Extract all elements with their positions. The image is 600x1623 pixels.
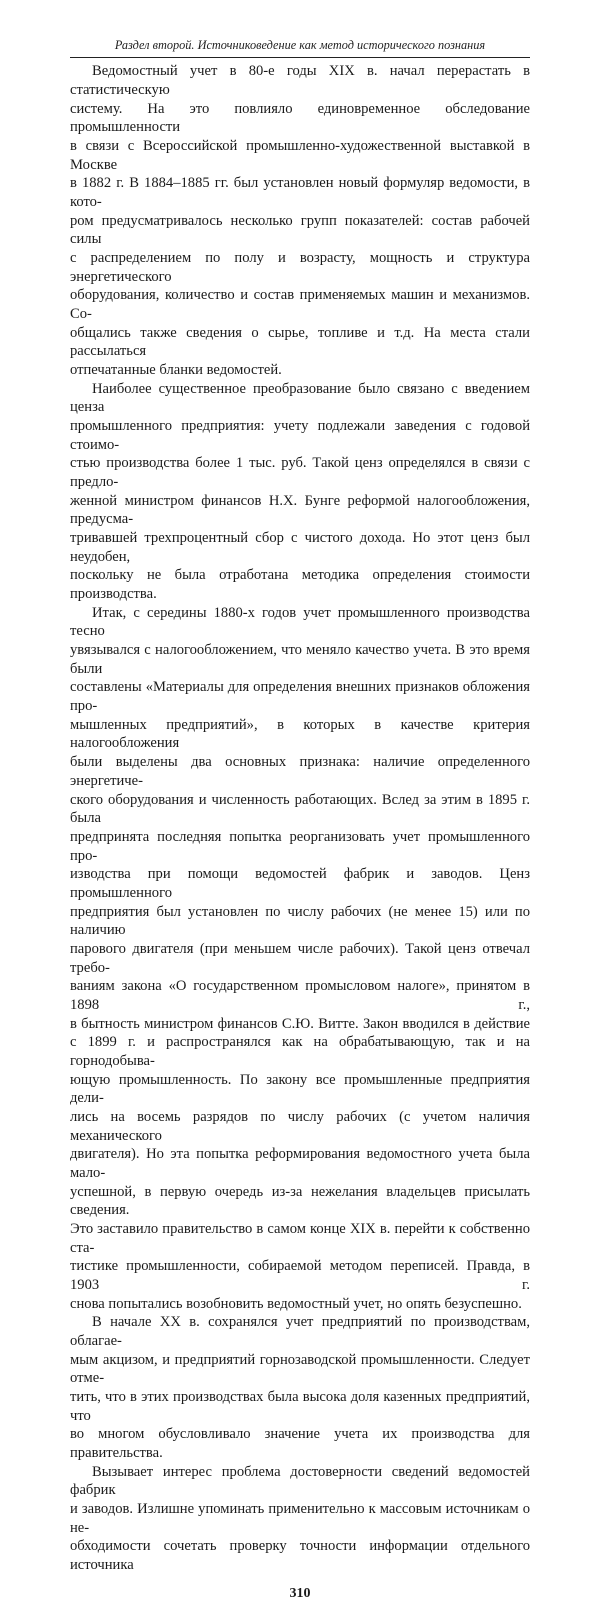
text-line: ского оборудования и численность работающих. Вслед за этим в 1895 г. была [70,791,530,827]
paragraph [70,380,530,604]
text-line: ваниям закона «О государственном промысловом налоге», принятом в 1898 г., [70,978,530,1013]
text-line: Ведомостный учет в 80-е годы XIX в. начал перерастать в статистическую [70,63,530,98]
text-line: поскольку не была отработана методика определения стоимости производства. [70,567,530,603]
text-line: ром предусматривалось несколько групп показателей: состав рабочей силы [70,212,530,248]
text-line: лись на восемь разрядов по числу рабочих (с учетом наличия механического [70,1108,530,1144]
text-line: тистике промышленности, собираемой методом переписей. Правда, в 1903 г. [70,1258,530,1293]
text-line: оборудования, количество и состав применяемых машин и механизмов. Со- [70,287,530,323]
body-text [70,62,530,1574]
text-line: снова попытались возобновить ведомостный учет, но опять безуспешно. [70,1295,522,1312]
text-line: обходимости сочетать проверку точности информации отдельного источника [70,1538,530,1574]
text-line: Итак, с середины 1880-х годов учет промышленного производства тесно [70,604,530,640]
text-line: женной министром финансов Н.Х. Бунге реформой налогообложения, предусма- [70,492,530,528]
text-line: изводства при помощи ведомостей фабрик и заводов. Ценз промышленного [70,866,530,901]
running-header: Раздел второй. Источниковедение как метод исторического познания [114,38,486,52]
text-line: во многом обусловливало значение учета их производства для правительства. [70,1426,530,1462]
text-line: промышленного предприятия: учету подлежали заведения с годовой стоимо- [70,418,530,453]
text-line: тривавшей трехпроцентный сбор с чистого дохода. Но этот ценз был неудобен, [70,530,530,565]
text-line: тить, что в этих производствах была высока доля казенных предприятий, что [70,1389,530,1424]
text-line: общались также сведения о сырье, топливе и т.д. На места стали рассылаться [70,324,530,360]
paragraph [70,1313,530,1462]
paragraph [70,1463,530,1575]
text-line: предприятия был установлен по числу рабочих (не менее 15) или по наличию [70,903,530,939]
text-line: мым акцизом, и предприятий горнозаводской промышленности. Следует отме- [70,1351,530,1387]
text-line: составлены «Материалы для определения внешних признаков обложения про- [70,679,530,715]
text-line: ющую промышленность. По закону все промышленные предприятия дели- [70,1071,530,1107]
text-line: двигателя). Но эта попытка реформирования ведомостного учета была мало- [70,1146,530,1181]
text-line: в 1882 г. В 1884–1885 гг. был установлен новый формуляр ведомости, в кото- [70,175,530,210]
paragraph [70,62,530,379]
text-line: отпечатанные бланки ведомостей. [70,362,282,379]
text-line: увязывался с налогообложением, что меняло качество учета. В это время были [70,642,530,677]
text-line: были выделены два основных признака: наличие определенного энергетиче- [70,754,530,789]
page [69,0,531,1623]
text-line: в бытность министром финансов С.Ю. Витте. Закон вводился в действие [70,1015,530,1032]
text-line: парового двигателя (при меньшем числе рабочих). Такой ценз отвечал требо- [70,940,530,976]
text-line: систему. На это повлияло единовременное обследование промышленности [70,100,530,136]
text-line: В начале XX в. сохранялся учет предприятий по производствам, облагае- [70,1314,530,1349]
text-line: мышленных предприятий», в которых в качестве критерия налогообложения [70,716,530,752]
text-line: с распределением по полу и возрасту, мощность и структура энергетического [70,250,530,285]
text-line: Наиболее существенное преобразование было связано с введением ценза [70,380,530,416]
page-number: 310 [289,1585,311,1601]
text-line: и заводов. Излишне упоминать применительно к массовым источникам о не- [70,1501,530,1536]
text-line: в связи с Всероссийской промышленно-художественной выставкой в Москве [70,137,530,173]
paragraph [70,604,530,1314]
header-rule [70,57,530,58]
text-line: Вызывает интерес проблема достоверности сведений ведомостей фабрик [70,1463,530,1499]
text-line: с 1899 г. и распространялся как на обрабатывающую, так и на горнодобыва- [70,1034,530,1069]
text-line: предпринята последняя попытка реорганизовать учет промышленного про- [70,828,530,864]
text-line: Это заставило правительство в самом конце XIX в. перейти к собственно ста- [70,1220,530,1256]
text-line: стью производства более 1 тыс. руб. Такой ценз определялся в связи с предло- [70,455,530,491]
text-line: успешной, в первую очередь из-за нежелания владельцев присылать сведения. [70,1183,530,1219]
